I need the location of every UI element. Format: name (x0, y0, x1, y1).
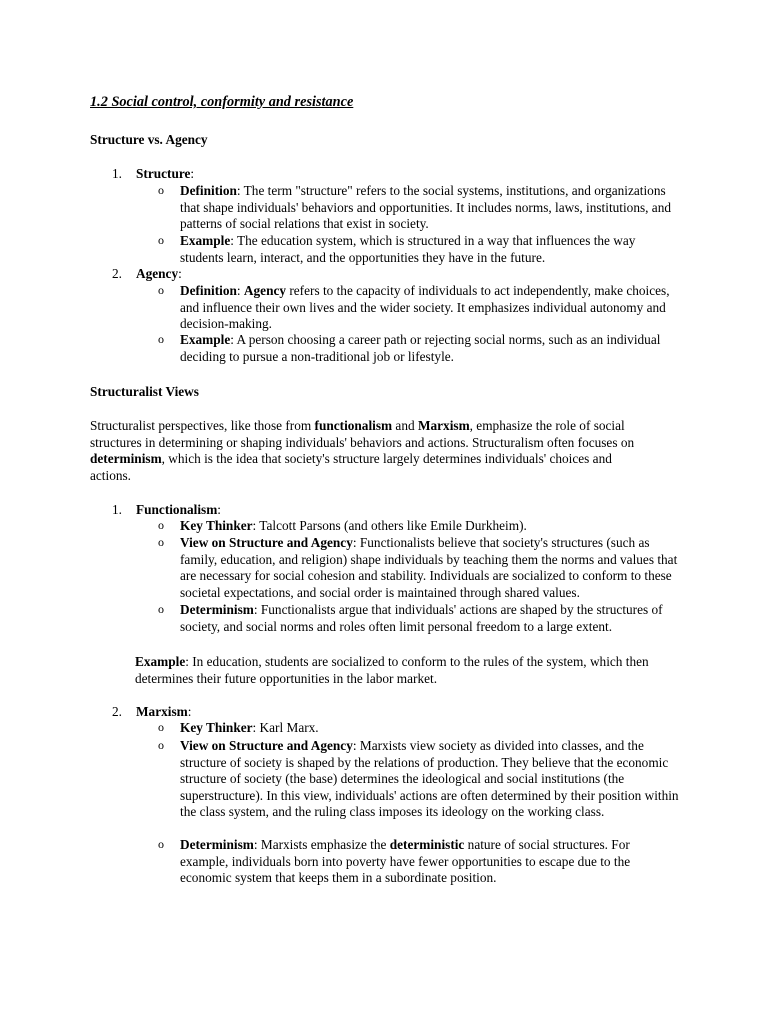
bullet-text: Example: The education system, which is structured in a way that influences the way students learn, interact, and the opportunities they have in the future. (180, 233, 636, 265)
list-item-title: Structure: (136, 166, 195, 181)
bullet-text: Determinism: Functionalists argue that individuals' actions are shaped by the structures of society, and social norms and roles often limit personal freedom to a large extent. (180, 602, 663, 634)
list-item-title: Marxism: (136, 704, 192, 719)
bullet-text: Key Thinker: Karl Marx. (180, 720, 319, 735)
list-item-title: Functionalism: (136, 502, 221, 517)
bullet-text: Key Thinker: Talcott Parsons (and others like Emile Durkheim). (180, 518, 527, 533)
bullet-marker: o (158, 602, 164, 616)
section-heading-structuralist-views: Structuralist Views (90, 384, 199, 399)
bullet-text: Definition: Agency refers to the capacity of individuals to act independently, make choices, and influence their own lives and the wider society. It emphasizes individual autonomy and decision-making. (180, 283, 670, 332)
list-item-title: Agency: (136, 266, 182, 281)
list-number: 1. (112, 502, 122, 517)
bullet-marker: o (158, 738, 164, 752)
bullet-marker: o (158, 332, 164, 346)
bullet-text: Determinism: Marxists emphasize the deterministic nature of social structures. For example, individuals born into poverty have fewer opportunities to escape due to the economic system that keeps them in a subordinate position. (180, 837, 631, 886)
list-number: 2. (112, 266, 122, 281)
bullet-text: Definition: The term "structure" refers to the social systems, institutions, and organizations that shape individuals' behaviors and opportunities. It includes norms, laws, institutions, and patterns of social relations that exist in society. (180, 183, 671, 232)
bullet-marker: o (158, 720, 164, 734)
list-number: 1. (112, 166, 122, 181)
bullet-marker: o (158, 837, 164, 851)
bullet-text: View on Structure and Agency: Functionalists believe that society's structures (such as family, education, and religion) shape individuals by teaching them the norms and values that are necessary for social cohesion and stability. Individuals are socialized to conform to these societal expectations, and social order is maintained through shared values. (180, 535, 678, 600)
bullet-marker: o (158, 233, 164, 247)
intro-paragraph: Structuralist perspectives, like those from functionalism and Marxism, emphasize the role of social structures in determining or shaping individuals' behaviors and actions. Structuralism often focuses on determinism, which is the idea that society's structure largely determines individuals' choices and actions. (90, 418, 635, 483)
bullet-marker: o (158, 283, 164, 297)
bullet-text: Example: A person choosing a career path or rejecting social norms, such as an individual deciding to pursue a non-traditional job or lifestyle. (180, 332, 661, 364)
bullet-marker: o (158, 518, 164, 532)
section-heading-structure-agency: Structure vs. Agency (90, 132, 208, 147)
bullet-text: View on Structure and Agency: Marxists view society as divided into classes, and the structure of society is shaped by the relations of production. They believe that the economic structure of society (the base) determines the ideological and social institutions (the superstructure). In this view, individuals' actions are often determined by their position within the class system, and the ruling class imposes its ideology on the working class. (180, 738, 679, 820)
bullet-marker: o (158, 183, 164, 197)
bullet-marker: o (158, 535, 164, 549)
page-title: 1.2 Social control, conformity and resistance (90, 94, 354, 110)
functionalism-example: Example: In education, students are socialized to conform to the rules of the system, which then determines their future opportunities in the labor market. (135, 654, 649, 686)
list-number: 2. (112, 704, 122, 719)
